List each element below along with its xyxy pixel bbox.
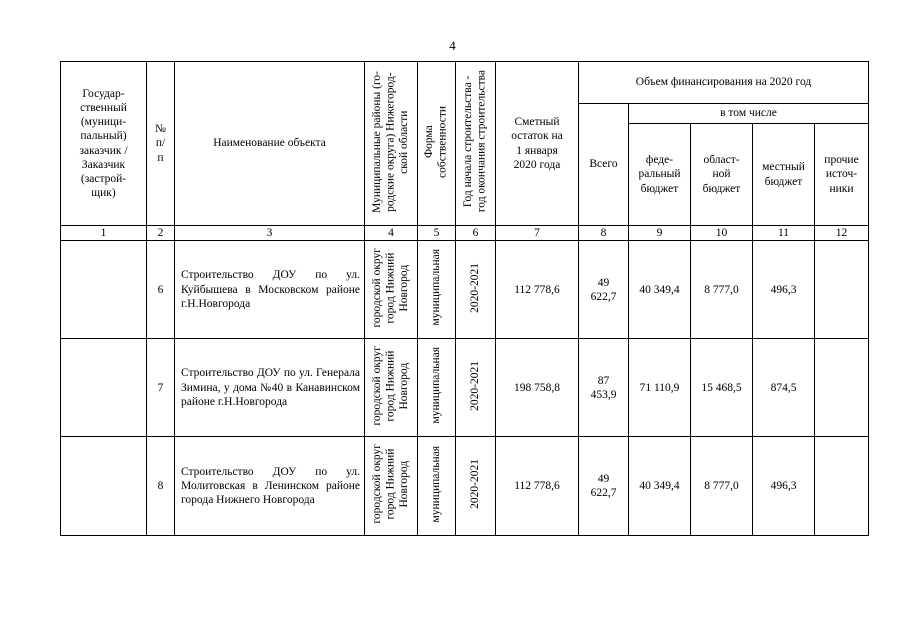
column-number: 4 — [365, 226, 418, 241]
column-number: 10 — [691, 226, 753, 241]
row-federal: 40 349,4 — [629, 241, 691, 339]
row-other — [815, 437, 869, 536]
row-district: городской округ город Нижний Новгород — [365, 437, 418, 536]
column-number: 3 — [175, 226, 365, 241]
column-number: 11 — [753, 226, 815, 241]
table-row — [61, 437, 869, 536]
row-regional: 15 468,5 — [691, 339, 753, 437]
row-object-name: Строительство ДОУ по ул. Куйбышева в Московском районе г.Н.Новгорода — [175, 241, 365, 339]
row-ownership: муниципальная — [418, 339, 456, 437]
row-number: 6 — [147, 241, 175, 339]
row-local: 496,3 — [753, 241, 815, 339]
header-total: Всего — [579, 104, 629, 226]
row-object-name: Строительство ДОУ по ул. Генерала Зимина, у дома №40 в Канавинском районе г.Н.Новгорода — [175, 339, 365, 437]
row-years: 2020-2021 — [456, 437, 496, 536]
column-number: 8 — [579, 226, 629, 241]
row-customer — [61, 339, 147, 437]
header-funding: Объем финансирования на 2020 год — [579, 62, 869, 104]
column-number: 7 — [496, 226, 579, 241]
page-number: 4 — [449, 38, 456, 53]
column-number: 9 — [629, 226, 691, 241]
row-local: 496,3 — [753, 437, 815, 536]
row-years: 2020-2021 — [456, 339, 496, 437]
row-federal: 71 110,9 — [629, 339, 691, 437]
header-ownership: Форма собственности — [418, 62, 456, 226]
column-number-row — [61, 226, 869, 241]
row-object-name: Строительство ДОУ по ул. Молитовская в Ленинском районе города Нижнего Новгорода — [175, 437, 365, 536]
header-number: № п/ п — [147, 62, 175, 226]
column-number: 1 — [61, 226, 147, 241]
table-row — [61, 241, 869, 339]
header-district: Муниципальные районы (го- родские округа) Нижегород- ской области — [365, 62, 418, 226]
column-number: 5 — [418, 226, 456, 241]
row-regional: 8 777,0 — [691, 437, 753, 536]
row-other — [815, 241, 869, 339]
row-total: 49 622,7 — [579, 241, 629, 339]
header-federal: феде- ральный бюджет — [629, 124, 691, 226]
row-ownership: муниципальная — [418, 437, 456, 536]
header-object-name: Наименование объекта — [175, 62, 365, 226]
row-total: 87 453,9 — [579, 339, 629, 437]
header-local: местный бюджет — [753, 124, 815, 226]
row-customer — [61, 241, 147, 339]
row-estimate: 112 778,6 — [496, 437, 579, 536]
row-years: 2020-2021 — [456, 241, 496, 339]
row-total: 49 622,7 — [579, 437, 629, 536]
header-estimate: Сметный остаток на 1 января 2020 года — [496, 62, 579, 226]
header-customer: Государ- ственный (муници- пальный) заказчик / Заказчик (застрой- щик) — [61, 62, 147, 226]
column-number: 12 — [815, 226, 869, 241]
row-number: 7 — [147, 339, 175, 437]
row-other — [815, 339, 869, 437]
row-estimate: 112 778,6 — [496, 241, 579, 339]
header-regional: област- ной бюджет — [691, 124, 753, 226]
row-estimate: 198 758,8 — [496, 339, 579, 437]
row-district: городской округ город Нижний Новгород — [365, 241, 418, 339]
column-number: 2 — [147, 226, 175, 241]
header-including: в том числе — [629, 104, 869, 124]
header-other: прочие источ- ники — [815, 124, 869, 226]
row-customer — [61, 437, 147, 536]
row-federal: 40 349,4 — [629, 437, 691, 536]
row-ownership: муниципальная — [418, 241, 456, 339]
financing-table — [60, 61, 869, 536]
row-regional: 8 777,0 — [691, 241, 753, 339]
table-row — [61, 339, 869, 437]
column-number: 6 — [456, 226, 496, 241]
row-district: городской округ город Нижний Новгород — [365, 339, 418, 437]
header-years: Год начала строительства - год окончания строительства — [456, 62, 496, 226]
row-number: 8 — [147, 437, 175, 536]
row-local: 874,5 — [753, 339, 815, 437]
